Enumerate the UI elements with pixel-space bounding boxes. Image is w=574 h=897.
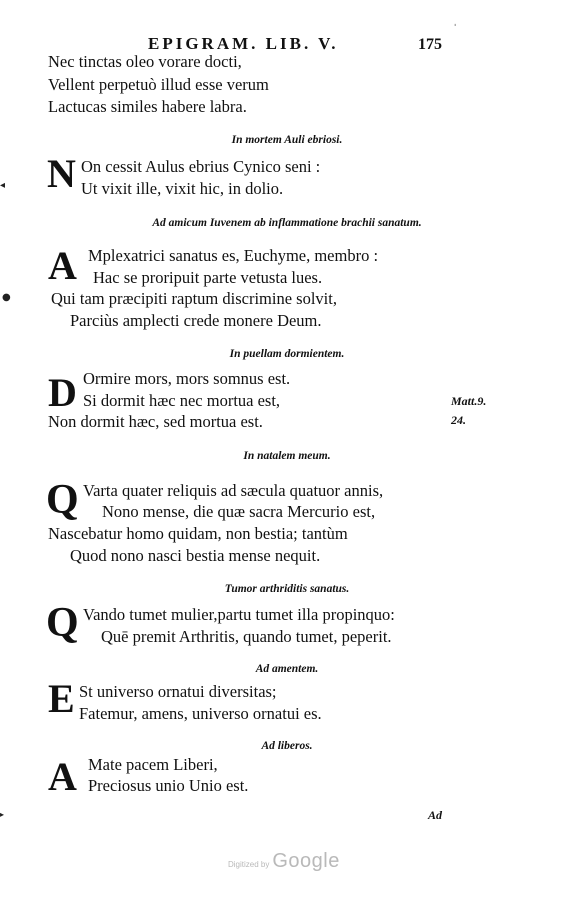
margin-note: Matt.9. bbox=[451, 394, 487, 408]
text-line: Si dormit hæc nec mortua est, bbox=[83, 391, 281, 410]
catchword: Ad bbox=[428, 808, 443, 822]
running-head: EPIGRAM. LIB. V. bbox=[148, 34, 339, 53]
margin-note: 24. bbox=[451, 413, 466, 427]
text-line: Ut vixit ille, vixit hic, in dolio. bbox=[81, 179, 284, 198]
text-line: Vellent perpetuò illud esse verum bbox=[48, 75, 269, 94]
scan-mark-icon: ● bbox=[2, 292, 11, 303]
text-line: Nascebatur homo quidam, non bestia; tantùm bbox=[48, 524, 348, 543]
scan-mark-icon: ▸ bbox=[0, 810, 5, 819]
drop-cap: D bbox=[48, 370, 77, 415]
scan-mark-icon: ◂ bbox=[0, 180, 6, 191]
text-line: Mate pacem Liberi, bbox=[88, 755, 218, 774]
poem-title: Ad amicum Iuvenem ab inflammatione brachii sanatum. bbox=[152, 217, 422, 229]
drop-cap: Q bbox=[46, 600, 79, 646]
poem-title: Ad liberos. bbox=[261, 740, 313, 752]
scan-mark-icon: ˌ bbox=[454, 18, 457, 27]
text-line: Qui tam præcipiti raptum discrimine solvit, bbox=[51, 289, 337, 308]
text-line: Ormire mors, mors somnus est. bbox=[83, 369, 291, 388]
text-line: Parciùs amplecti crede monere Deum. bbox=[70, 311, 322, 330]
poem-title: In puellam dormientem. bbox=[229, 348, 345, 360]
poem-title: In mortem Auli ebriosi. bbox=[231, 134, 343, 146]
text-line: St universo ornatui diversitas; bbox=[79, 682, 277, 701]
text-line: Varta quater reliquis ad sæcula quatuor annis, bbox=[83, 481, 384, 500]
text-line: On cessit Aulus ebrius Cynico seni : bbox=[81, 157, 321, 176]
drop-cap: N bbox=[47, 151, 76, 196]
poem-title: In natalem meum. bbox=[243, 450, 331, 462]
text-line: Hac se proripuit parte vetusta lues. bbox=[93, 268, 323, 287]
page-number: 175 bbox=[418, 36, 442, 53]
drop-cap: Q bbox=[46, 477, 79, 523]
text-line: Vando tumet mulier,partu tumet illa propinquo: bbox=[83, 605, 395, 624]
poem-title: Tumor arthriditis sanatus. bbox=[224, 583, 350, 595]
text-line: Quod nono nasci bestia mense nequit. bbox=[70, 546, 321, 565]
text-line: Nec tinctas oleo vorare docti, bbox=[48, 52, 242, 71]
text-line: Fatemur, amens, universo ornatui es. bbox=[79, 704, 322, 723]
text-line: Mplexatrici sanatus es, Euchyme, membro : bbox=[88, 246, 379, 265]
text-line: Preciosus unio Unio est. bbox=[88, 776, 249, 795]
drop-cap: A bbox=[48, 243, 77, 288]
google-logo: Google bbox=[272, 850, 340, 872]
digitized-by-google-watermark bbox=[228, 850, 340, 873]
drop-cap: A bbox=[48, 754, 77, 799]
poem-title: Ad amentem. bbox=[255, 663, 319, 675]
text-line: Quē premit Arthritis, quando tumet, peperit. bbox=[101, 627, 392, 646]
drop-cap: E bbox=[48, 676, 75, 721]
text-line: Lactucas similes habere labra. bbox=[48, 97, 247, 116]
text-line: Nono mense, die quæ sacra Mercurio est, bbox=[102, 502, 376, 521]
text-line: Non dormit hæc, sed mortua est. bbox=[48, 412, 263, 431]
watermark-prefix: Digitized by bbox=[228, 860, 270, 869]
